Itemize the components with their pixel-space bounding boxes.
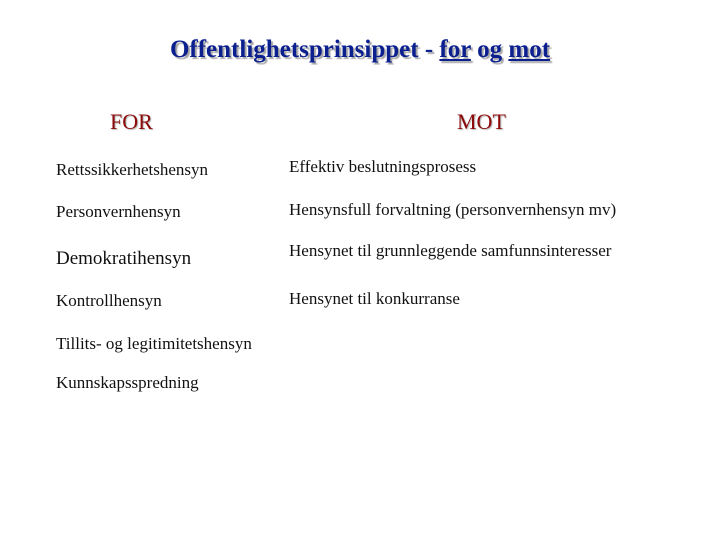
for-item: Tillits- og legitimitetshensyn [56,334,252,353]
title-for-word: for [439,36,471,63]
mot-item: Hensynet til grunnleggende samfunnsinteresser [289,241,612,260]
page-title [0,36,720,64]
mot-item: Effektiv beslutningsprosess [289,157,477,176]
title-prefix: Offentlighetsprinsippet - [169,36,440,63]
for-item: Kontrollhensyn [56,291,162,310]
mot-column-heading: MOT [457,109,506,134]
for-column-heading: FOR [110,109,153,134]
mot-item: Hensynsfull forvaltning (personvernhensyn mv) [289,200,617,219]
title-connector: og [470,36,509,63]
for-item: Kunnskapsspredning [56,373,199,392]
for-item: Personvernhensyn [56,202,181,221]
title-mot-word: mot [508,36,551,63]
mot-item: Hensynet til konkurranse [289,289,460,308]
for-item: Rettssikkerhetshensyn [56,160,209,179]
for-item: Demokratihensyn [56,248,192,269]
